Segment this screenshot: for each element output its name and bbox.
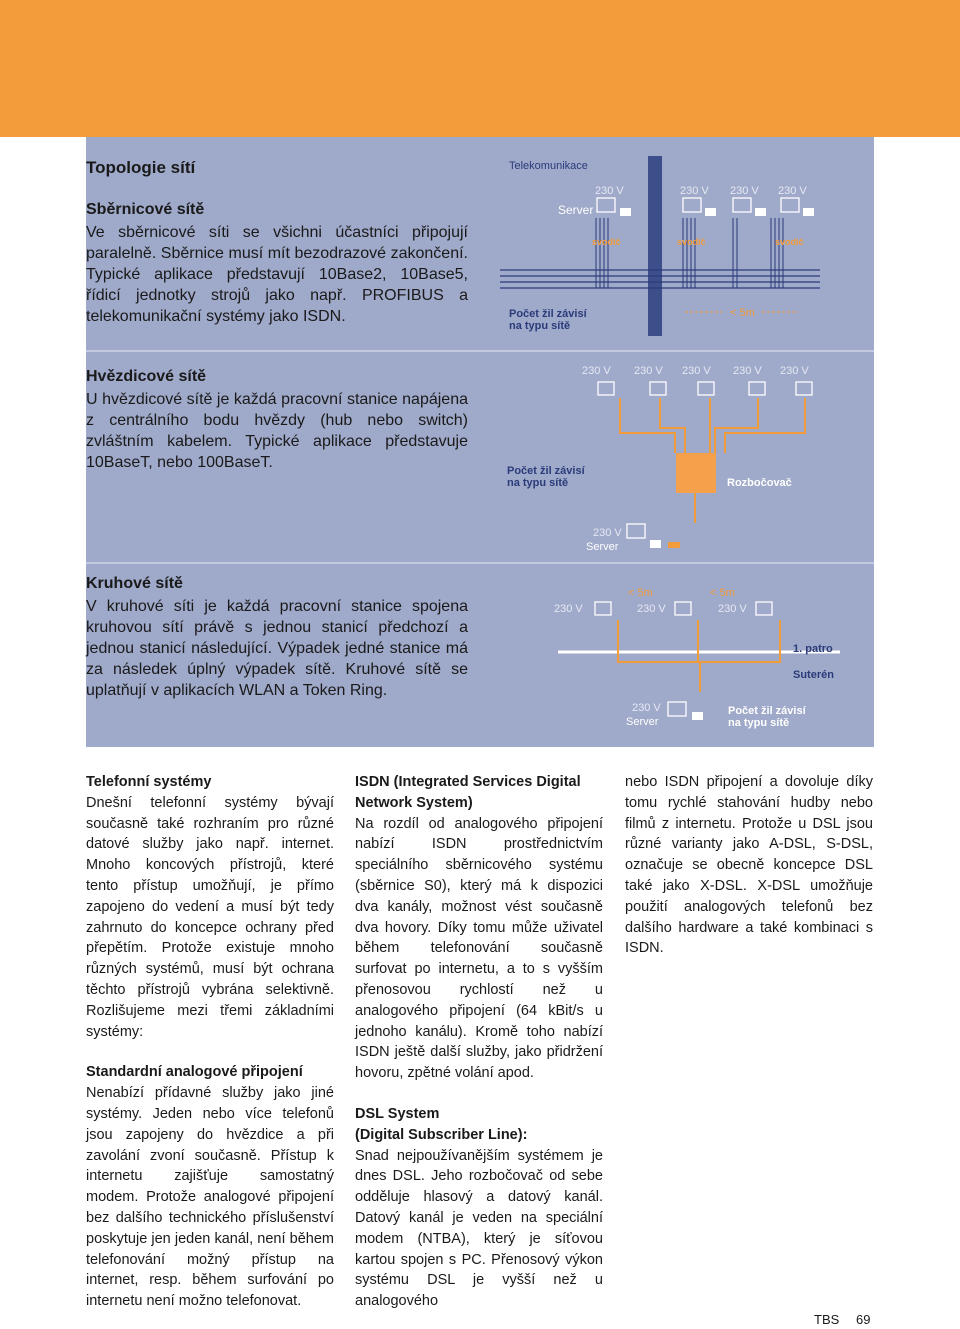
bus-plug-icon bbox=[705, 208, 716, 216]
column-paragraph: Na rozdíl od analogového připojení nabízí ISDN prostřednictvím speciálního sběrnicového systému (sběrnice S0), který má k dispozici dva kanály, možnost vést současně dva hovory. Díky tomu může uživatel během telefonování současně surfovat po internetu, a to s vyšším přenosovou rychlostí než u analogového připojení (64 kBit/s u jednoho kanálu). Kromě toho nabízí ISDN ještě další služby, jako přidržení hovoru, zpětné volání apod. bbox=[355, 815, 603, 1082]
bus-distance-label: < 5m bbox=[730, 307, 755, 319]
ring-distance-label: < 5m bbox=[710, 587, 735, 599]
star-workstation-icon bbox=[598, 382, 614, 395]
ring-heading: Kruhové sítě bbox=[86, 575, 183, 592]
text-column-2 bbox=[355, 772, 603, 1312]
bus-heading: Sběrnicové sítě bbox=[86, 201, 205, 218]
hub-box bbox=[676, 453, 716, 493]
star-server-icon bbox=[627, 524, 645, 538]
column-heading: Standardní analogové připojení bbox=[86, 1064, 303, 1081]
ring-voltage: 230 V bbox=[718, 603, 747, 615]
ring-text: V kruhové síti je každá pracovní stanice spojena kruhovou sítí právě s jednou stanicí předchozí a jednou stanicí následující. Výpadek jedné stanice má za následek úplný výpadek sítě. Kruhové sítě se uplatňují v aplikacích WLAN a Token Ring. bbox=[86, 598, 468, 699]
ring-pocet-label: na typu sítě bbox=[728, 717, 790, 729]
star-pocet-label: Počet žil závisí bbox=[507, 465, 585, 477]
ring-server-icon bbox=[668, 702, 686, 716]
text-column-3 bbox=[625, 772, 873, 959]
bus-svodic-label: svodič bbox=[592, 237, 621, 247]
floor-label: 1. patro bbox=[793, 643, 833, 655]
ring-distance-label: < 5m bbox=[628, 587, 653, 599]
column-heading: ISDN (Integrated Services Digital Network System) bbox=[355, 774, 581, 811]
column-heading: Telefonní systémy bbox=[86, 774, 212, 790]
bus-drops bbox=[596, 218, 783, 288]
bus-voltage: 230 V bbox=[778, 185, 807, 197]
page-title: Topologie sítí bbox=[86, 158, 196, 177]
bus-voltage: 230 V bbox=[680, 185, 709, 197]
bus-voltage: 230 V bbox=[595, 185, 624, 197]
bus-plug-icon bbox=[620, 208, 631, 216]
star-workstation-icon bbox=[698, 382, 714, 395]
bus-text: Ve sběrnicové síti se všichni účastníci připojují paralelně. Sběrnice musí mít bezodrazové zakončení. Typické aplikace představují 10Base2, 10Base5, řídicí jednotky strojů jako např. PROFIBUS a telekomunikační systémy jako ISDN. bbox=[86, 224, 468, 325]
star-server-protector-icon bbox=[668, 542, 680, 548]
ring-workstation-icon bbox=[756, 602, 772, 615]
ring-server-plug-icon bbox=[692, 712, 703, 720]
star-server-plug-icon bbox=[650, 540, 661, 548]
bus-plug-icon bbox=[803, 208, 814, 216]
column-paragraph: Dnešní telefonní systémy bývají současně také rozhraním pro různé datové služby jako např. internet. Mnoho koncových přístrojů, které tento přístup umožňují, je přímo zapojeno do vedení a musí být tedy zahrnuto do koncepce ochrany před přepětím. Protože existuje mnoho různých systémů, musí být ochrana těchto přístrojů vybrána selektivně. Rozlišujeme mezi třemi základními systémy: bbox=[86, 794, 334, 1040]
bus-workstation-icon bbox=[781, 198, 799, 212]
page-number: 69 bbox=[856, 1312, 871, 1327]
ring-cables bbox=[618, 620, 780, 692]
ring-diagram bbox=[540, 580, 870, 740]
bus-main-pillar bbox=[648, 156, 662, 336]
star-workstation-icon bbox=[749, 382, 765, 395]
bus-svodic-label: svodič bbox=[677, 237, 706, 247]
star-text: U hvězdicové sítě je každá pracovní stanice napájena z centrálního bodu hvězdy (hub nebo switch) zvláštním kabelem. Typické aplikace představuje 10BaseT, nebo 100BaseT. bbox=[86, 391, 468, 471]
footer-brand: TBS bbox=[814, 1312, 840, 1327]
column-paragraph: Nenabízí přídavné služby jako jiné systémy. Jeden nebo více telefonů jsou zapojeny do hvězdice a při zavolání zvoní současně. Přístup k internetu zajišťuje samostatný modem. Protože analogové připojení bez dalšího technického příslušenství poskytuje jen jeden kanál, není během telefonování možný přístup na internet, resp. během surfování po internetu není možno telefonovat. bbox=[86, 1085, 334, 1310]
star-server-label: Server bbox=[586, 541, 619, 553]
text-column-1 bbox=[86, 772, 334, 1312]
star-voltage: 230 V bbox=[682, 365, 711, 377]
ring-server-voltage: 230 V bbox=[632, 702, 661, 714]
star-voltage: 230 V bbox=[582, 365, 611, 377]
bus-server-monitor-icon bbox=[597, 198, 615, 212]
bus-workstation-icon bbox=[683, 198, 701, 212]
bus-workstation-icon bbox=[733, 198, 751, 212]
star-diagram bbox=[500, 358, 820, 558]
ring-voltage: 230 V bbox=[637, 603, 666, 615]
basement-label: Suterén bbox=[793, 669, 834, 681]
bus-voltage: 230 V bbox=[730, 185, 759, 197]
column-heading: DSL System bbox=[355, 1105, 440, 1122]
ring-workstation-icon bbox=[595, 602, 611, 615]
star-workstation-icon bbox=[796, 382, 812, 395]
bus-diagram bbox=[500, 152, 820, 342]
ring-server-label: Server bbox=[626, 716, 659, 728]
column-heading: (Digital Subscriber Line): bbox=[355, 1126, 528, 1143]
hub-label: Rozbočovač bbox=[727, 477, 792, 489]
panel-divider bbox=[86, 350, 874, 352]
ring-voltage: 230 V bbox=[554, 603, 583, 615]
star-voltage: 230 V bbox=[733, 365, 762, 377]
orange-header-band bbox=[0, 0, 960, 137]
column-paragraph: Snad nejpoužívanějším systémem je dnes DSL. Jeho rozbočovač od sebe odděluje hlasový a datový kanál. Datový kanál je veden na speciální modem (NTBA), který je síťovou kartou spojen s PC. Přenosový výkon systému DSL je vyšší než u analogového bbox=[355, 1147, 603, 1310]
bus-svodic-label: svodič bbox=[775, 237, 804, 247]
ring-workstation-icon bbox=[675, 602, 691, 615]
star-heading: Hvězdicové sítě bbox=[86, 368, 207, 385]
bus-pocet-label: Počet žil závisí bbox=[509, 308, 587, 320]
left-margin bbox=[0, 137, 86, 747]
column-paragraph: nebo ISDN připojení a dovoluje díky tomu rychlé stahování hudby nebo filmů z internetu. Protože u DSL jsou různé varianty jako A-DSL, S-DSL, označuje se obecně koncepce DSL také jako X-DSL. X-DSL umožňuje použití analogových telefonů bez dalšího hardware a také kombinaci s ISDN. bbox=[625, 774, 873, 957]
bus-server-label: Server bbox=[558, 203, 594, 217]
star-server-voltage: 230 V bbox=[593, 527, 622, 539]
bus-plug-icon bbox=[755, 208, 766, 216]
bus-telekomunikace-label: Telekomunikace bbox=[509, 160, 588, 172]
bus-pocet-label: na typu sítě bbox=[509, 320, 571, 332]
panel-divider bbox=[86, 562, 874, 564]
star-workstation-icon bbox=[650, 382, 666, 395]
star-voltage: 230 V bbox=[780, 365, 809, 377]
ring-pocet-label: Počet žil závisí bbox=[728, 705, 806, 717]
star-pocet-label: na typu sítě bbox=[507, 477, 569, 489]
star-voltage: 230 V bbox=[634, 365, 663, 377]
